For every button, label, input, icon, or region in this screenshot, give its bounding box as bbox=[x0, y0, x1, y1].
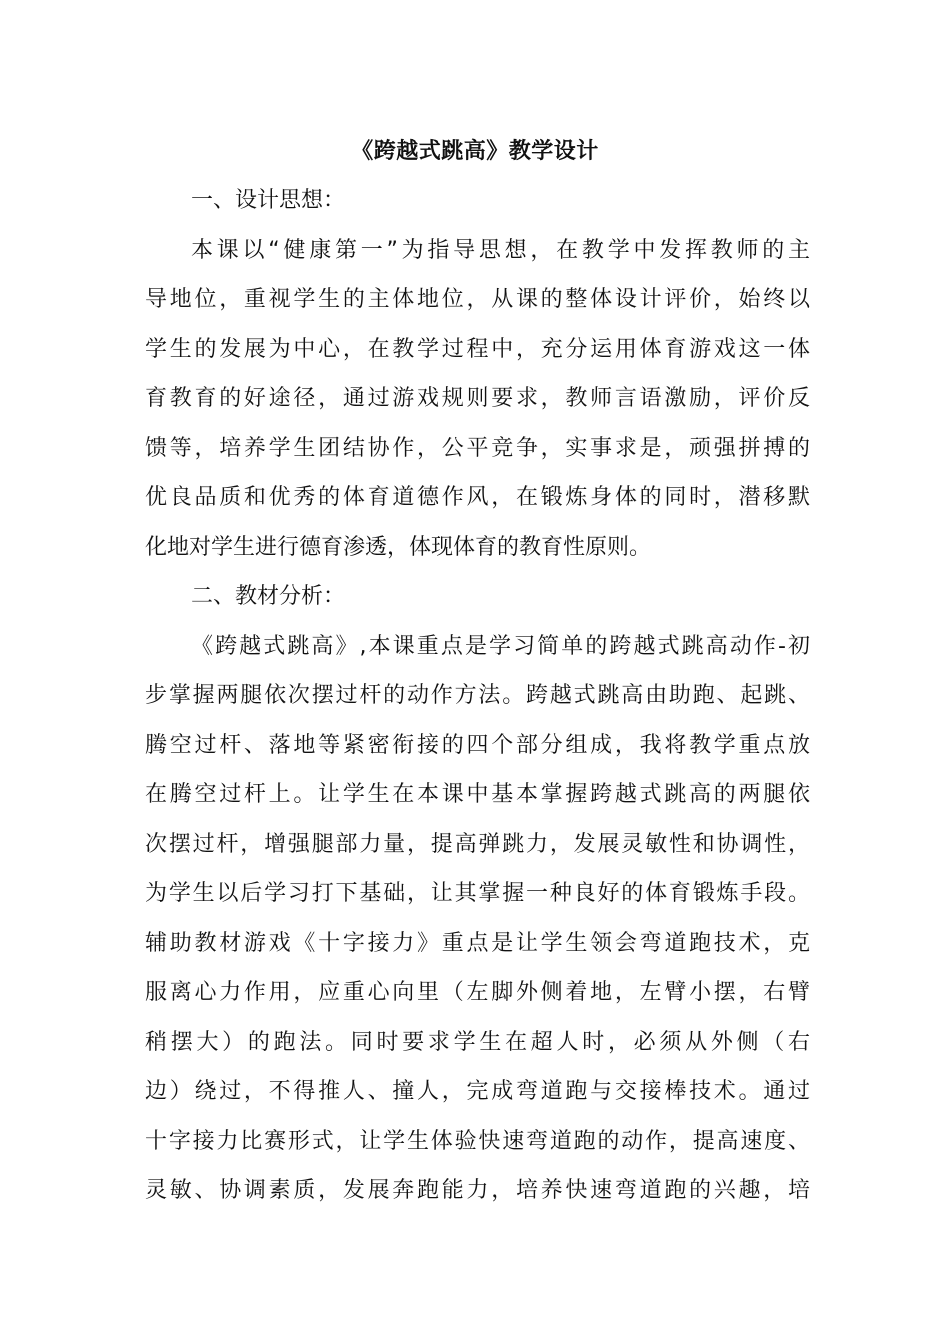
paragraph-line: 腾空过杆、落地等紧密衔接的四个部分组成，我将教学重点放 bbox=[145, 732, 810, 758]
paragraph-line: 服离心力作用，应重心向里（左脚外侧着地，左臂小摆，右臂 bbox=[145, 980, 810, 1005]
section-heading-design-thought: 一、设计思想： bbox=[191, 188, 346, 213]
paragraph-line: 十字接力比赛形式，让学生体验快速弯道跑的动作，提高速度、 bbox=[145, 1128, 810, 1154]
paragraph-line: 次摆过杆，增强腿部力量，提高弹跳力，发展灵敏性和协调性， bbox=[145, 831, 810, 857]
document-body bbox=[145, 176, 810, 1216]
paragraph-line: 馈等，培养学生团结协作，公平竞争，实事求是，顽强拼搏的 bbox=[145, 435, 810, 461]
paragraph-line: 灵敏、协调素质，发展奔跑能力，培养快速弯道跑的兴趣，培 bbox=[145, 1178, 810, 1203]
paragraph-line: 学生的发展为中心，在教学过程中，充分运用体育游戏这一体 bbox=[145, 336, 810, 362]
paragraph-line: 育教育的好途径，通过游戏规则要求，教师言语激励，评价反 bbox=[145, 386, 810, 411]
paragraph-line: 在腾空过杆上。让学生在本课中基本掌握跨越式跳高的两腿依 bbox=[145, 782, 810, 807]
paragraph-line: 稍摆大）的跑法。同时要求学生在超人时，必须从外侧（右 bbox=[145, 1029, 810, 1055]
paragraph-line: 本课以“健康第一”为指导思想，在教学中发挥教师的主 bbox=[191, 237, 810, 263]
paragraph-line: 步掌握两腿依次摆过杆的动作方法。跨越式跳高由助跑、起跳、 bbox=[145, 683, 810, 708]
paragraph-line: 《跨越式跳高》,本课重点是学习简单的跨越式跳高动作-初 bbox=[191, 633, 810, 659]
section-heading-material-analysis: 二、教材分析： bbox=[191, 584, 346, 609]
paragraph-line: 辅助教材游戏《十字接力》重点是让学生领会弯道跑技术，克 bbox=[145, 930, 810, 956]
section-design-thought-paragraph bbox=[145, 226, 810, 573]
section-material-analysis-paragraph bbox=[145, 622, 810, 1216]
paragraph-line: 导地位，重视学生的主体地位，从课的整体设计评价，始终以 bbox=[145, 287, 810, 312]
paragraph-line: 边）绕过，不得推人、撞人，完成弯道跑与交接棒技术。通过 bbox=[145, 1079, 810, 1104]
paragraph-line: 化地对学生进行德育渗透，体现体育的教育性原则。 bbox=[145, 534, 652, 560]
paragraph-line: 为学生以后学习打下基础，让其掌握一种良好的体育锻炼手段。 bbox=[145, 881, 810, 906]
paragraph-line: 优良品质和优秀的体育道德作风，在锻炼身体的同时，潜移默 bbox=[145, 485, 810, 510]
document-title: 《跨越式跳高》教学设计 bbox=[351, 139, 599, 164]
